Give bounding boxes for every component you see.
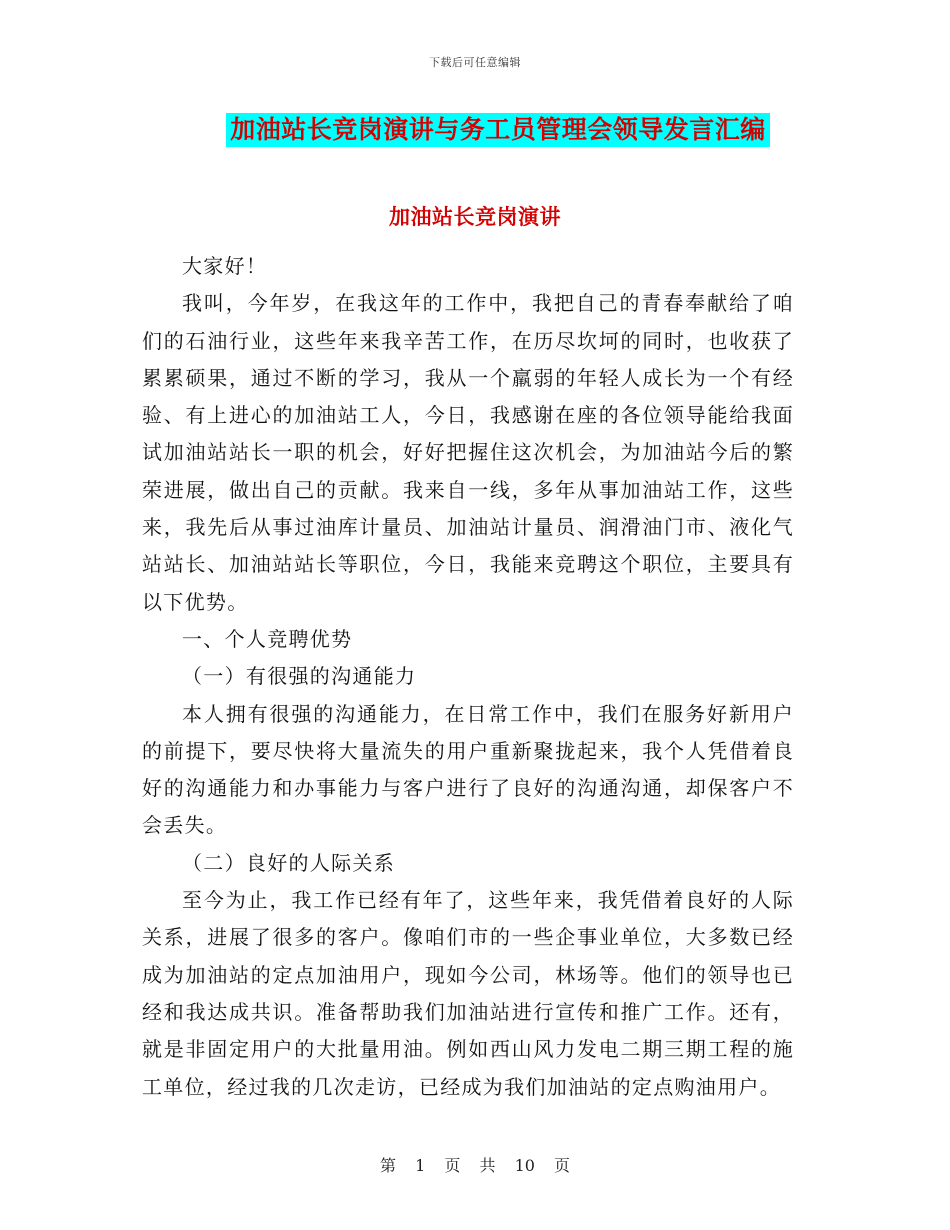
subheading-relationships: （二）良好的人际关系: [182, 850, 395, 875]
paragraph-communication: 本人拥有很强的沟通能力，在日常工作中，我们在服务好新用户的前提下，要尽快将大量流失的用户重新聚拢起来，我个人凭借着良好的沟通能力和办事能力与客户进行了良好的沟通沟通，却保客户不会丢失。: [142, 701, 794, 838]
subheading-communication: （一）有很强的沟通能力: [182, 664, 417, 689]
document-title: 加油站长竞岗演讲与务工员管理会领导发言汇编: [226, 113, 770, 147]
heading-advantages: 一、个人竞聘优势: [182, 626, 353, 651]
paragraph-introduction: 我叫，今年岁，在我这年的工作中，我把自己的青春奉献给了咱们的石油行业，这些年来我辛苦工作，在历尽坎坷的同时，也收获了累累硕果，通过不断的学习，我从一个羸弱的年轻人成长为一个有经验、有上进心的加油站工人，今日，我感谢在座的各位领导能给我面试加油站站长一职的机会，好好把握住这次机会，为加油站今后的繁荣进展，做出自己的贡献。我来自一线，多年从事加油站工作，这些来，我先后从事过油库计量员、加油站计量员、润滑油门市、液化气站站长、加油站站长等职位，今日，我能来竞聘这个职位，主要具有以下优势。: [142, 291, 794, 614]
footer-total-label: 共: [479, 1156, 496, 1175]
footer-page-number: 1: [415, 1156, 426, 1175]
footer-total-pages: 10: [514, 1156, 535, 1175]
header-note: 下载后可任意编辑: [429, 56, 521, 69]
footer-page-label: 页: [444, 1156, 461, 1175]
paragraph-relationships: 至今为止，我工作已经有年了，这些年来，我凭借着良好的人际关系，进展了很多的客户。像咱们市的一些企事业单位，大多数已经成为加油站的定点加油用户，现如今公司，林场等。他们的领导也已经和我达成共识。准备帮助我们加油站进行宣传和推广工作。还有，就是非固定用户的大批量用油。例如西山风力发电二期三期工程的施工单位，经过我的几次走访，已经成为我们加油站的定点购油用户。: [142, 888, 794, 1099]
paragraph-greeting: 大家好！: [182, 254, 268, 278]
footer-prefix: 第: [379, 1156, 396, 1175]
footer-suffix: 页: [554, 1156, 571, 1175]
document-body: [142, 248, 794, 1106]
document-title-wrapper: [0, 113, 950, 147]
page-footer: [0, 1153, 950, 1176]
section-title: 加油站长竞岗演讲: [389, 204, 561, 229]
